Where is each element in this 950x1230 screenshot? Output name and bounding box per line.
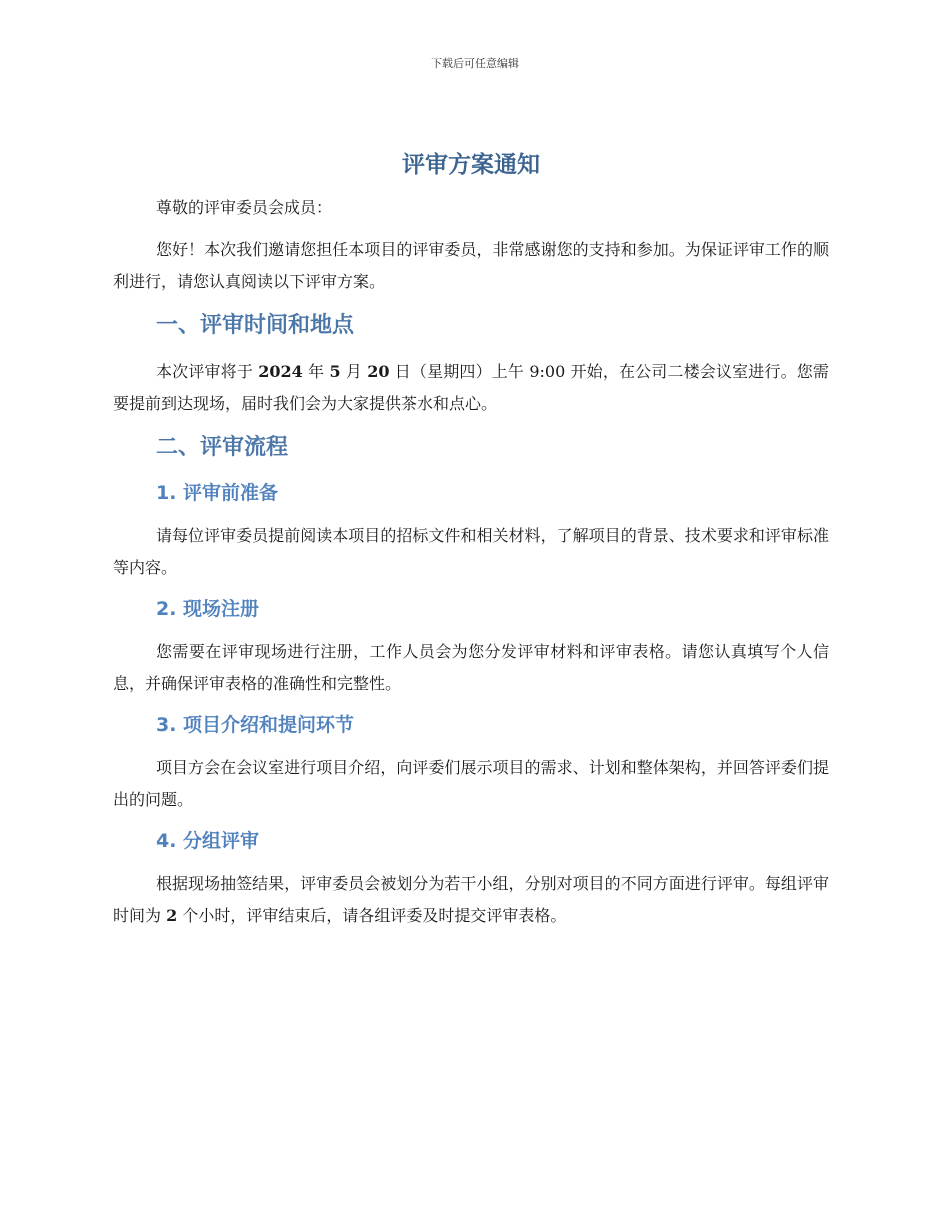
section-heading-time-place: 一、评审时间和地点 [156,313,355,338]
year-value: 2024 [258,362,303,381]
month-value: 5 [329,362,341,381]
step-paragraph-preparation: 请每位评审委员提前阅读本项目的招标文件和相关材料，了解项目的背景、技术要求和评审标准等内容。 [113,526,829,577]
time-place-text-4: 日（星期四）上午 9:00 开始，在公司二楼会议室进行。您需要提前到达现场，届时我们会为大家提供茶水和点心。 [113,362,829,413]
section-heading-process: 二、评审流程 [156,435,289,460]
salutation: 尊敬的评审委员会成员： [156,198,333,217]
time-place-paragraph [113,356,829,420]
step-heading-group-review: 4. 分组评审 [156,830,260,852]
document-title: 评审方案通知 [402,152,540,178]
time-place-text-3: 月 [345,362,362,381]
group-review-text-1: 根据现场抽签结果，评审委员会被划分为若干小组，分别对项目的不同方面进行评审。每组评审时间为 [113,874,829,925]
intro-paragraph: 您好！本次我们邀请您担任本项目的评审委员，非常感谢您的支持和参加。为保证评审工作的顺利进行，请您认真阅读以下评审方案。 [113,240,829,291]
step-heading-introduction: 3. 项目介绍和提问环节 [156,714,355,736]
step-heading-preparation: 1. 评审前准备 [156,482,279,504]
document-body [113,148,829,942]
time-place-text-2: 年 [308,362,325,381]
hours-value: 2 [166,906,178,925]
step-paragraph-group-review [113,868,829,932]
step-heading-registration: 2. 现场注册 [156,598,260,620]
step-paragraph-registration: 您需要在评审现场进行注册，工作人员会为您分发评审材料和评审表格。请您认真填写个人信息，并确保评审表格的准确性和完整性。 [113,642,829,693]
day-value: 20 [367,362,390,381]
step-paragraph-introduction: 项目方会在会议室进行项目介绍，向评委们展示项目的需求、计划和整体架构，并回答评委们提出的问题。 [113,758,829,809]
time-place-text-1: 本次评审将于 [156,362,253,381]
group-review-text-2: 个小时，评审结束后，请各组评委及时提交评审表格。 [182,906,567,925]
header-note: 下载后可任意编辑 [431,57,519,70]
